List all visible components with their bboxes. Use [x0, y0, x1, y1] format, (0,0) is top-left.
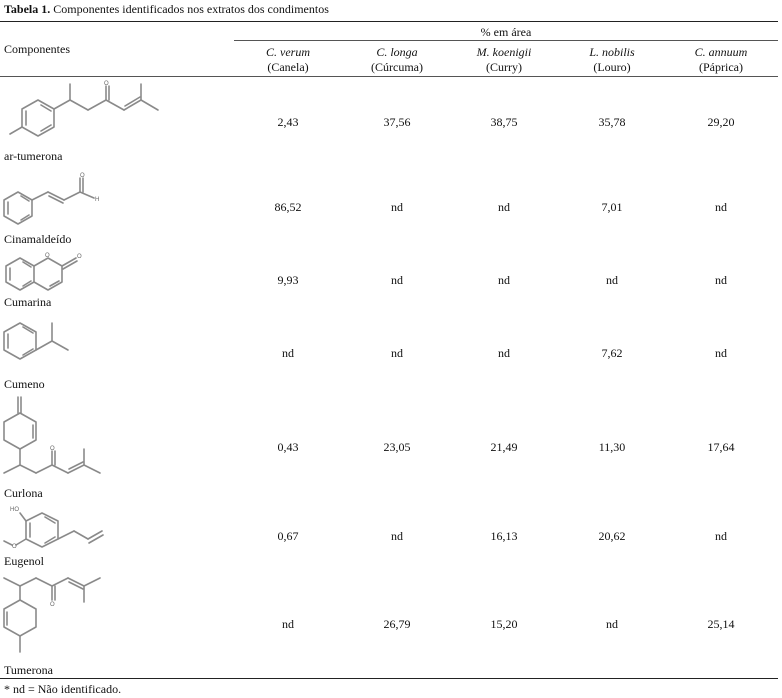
- cell-curlona-c-annuum: 17,64: [707, 440, 735, 454]
- cell-cumarina-m-koenigii: nd: [498, 273, 510, 287]
- cell-cumeno-c-verum: nd: [282, 346, 294, 360]
- common-name: (Canela): [267, 60, 309, 74]
- carbonyl-oxygen-label: O: [77, 254, 82, 260]
- oxygen-label: O: [50, 602, 55, 608]
- cell-cinamaldeido-l-nobilis: 7,01: [601, 200, 623, 214]
- col-header-c-annuum: [666, 45, 776, 75]
- group-header: % em área: [480, 25, 532, 39]
- ring-oxygen-label: O: [45, 253, 50, 259]
- species-name: C. verum: [266, 45, 310, 59]
- hydroxyl-label: HO: [10, 507, 19, 513]
- col-header-c-longa: [342, 45, 452, 75]
- cell-cumeno-l-nobilis: 7,62: [601, 346, 623, 360]
- bottom-rule: [0, 678, 778, 679]
- cell-eugenol-m-koenigii: 16,13: [490, 529, 518, 543]
- species-name: C. longa: [376, 45, 418, 59]
- ar-tumerona-structure-icon: [0, 78, 200, 158]
- methoxy-oxygen-label: O: [12, 544, 17, 550]
- cell-eugenol-l-nobilis: 20,62: [598, 529, 626, 543]
- table-footnote: * nd = Não identificado.: [4, 682, 122, 696]
- cell-ar-tumerona-c-verum: 2,43: [277, 115, 299, 129]
- oxygen-label: O: [50, 446, 55, 452]
- cell-tumerona-c-verum: nd: [282, 617, 294, 631]
- species-name: M. koenigii: [476, 45, 532, 59]
- compound-name-cumarina: Cumarina: [4, 295, 52, 309]
- curlona-structure-icon: [0, 395, 200, 487]
- cell-ar-tumerona-m-koenigii: 38,75: [490, 115, 518, 129]
- cell-cumeno-c-longa: nd: [391, 346, 403, 360]
- cell-eugenol-c-verum: 0,67: [277, 529, 299, 543]
- cell-cumarina-l-nobilis: nd: [606, 273, 618, 287]
- cell-cumeno-m-koenigii: nd: [498, 346, 510, 360]
- cell-tumerona-l-nobilis: nd: [606, 617, 618, 631]
- cumarina-structure-icon: [0, 250, 200, 300]
- common-name: (Páprica): [699, 60, 743, 74]
- cell-ar-tumerona-l-nobilis: 35,78: [598, 115, 626, 129]
- cell-cumarina-c-verum: 9,93: [277, 273, 299, 287]
- cell-curlona-l-nobilis: 11,30: [598, 440, 626, 454]
- table-label: Tabela 1.: [4, 2, 51, 16]
- cell-eugenol-c-longa: nd: [391, 529, 403, 543]
- cell-ar-tumerona-c-longa: 37,56: [383, 115, 411, 129]
- oxygen-label: O: [104, 81, 109, 87]
- cell-cinamaldeido-c-annuum: nd: [715, 200, 727, 214]
- component-column-header: Componentes: [4, 42, 70, 56]
- common-name: (Cúrcuma): [371, 60, 423, 74]
- cell-cumarina-c-annuum: nd: [715, 273, 727, 287]
- table-caption: [4, 2, 329, 17]
- cell-curlona-c-longa: 23,05: [383, 440, 411, 454]
- cell-cinamaldeido-c-verum: 86,52: [274, 200, 302, 214]
- common-name: (Curry): [486, 60, 522, 74]
- compound-name-curlona: Curlona: [4, 486, 43, 500]
- compound-name-eugenol: Eugenol: [4, 554, 44, 568]
- compound-name-tumerona: Tumerona: [4, 663, 53, 677]
- common-name: (Louro): [593, 60, 631, 74]
- species-name: L. nobilis: [589, 45, 635, 59]
- cell-tumerona-m-koenigii: 15,20: [490, 617, 518, 631]
- table-caption-text: Componentes identificados nos extratos dos condimentos: [53, 2, 329, 16]
- compound-name-ar-tumerona: ar-tumerona: [4, 149, 63, 163]
- cell-cumeno-c-annuum: nd: [715, 346, 727, 360]
- group-rule: [234, 40, 778, 41]
- hydrogen-label: H: [95, 197, 100, 203]
- cumeno-structure-icon: [0, 315, 200, 375]
- cinamaldeido-structure-icon: [0, 168, 200, 228]
- col-header-m-koenigii: [449, 45, 559, 75]
- cell-curlona-c-verum: 0,43: [277, 440, 299, 454]
- compound-name-cinamaldeido: Cinamaldeído: [4, 232, 72, 246]
- col-header-l-nobilis: [557, 45, 667, 75]
- cell-tumerona-c-longa: 26,79: [383, 617, 411, 631]
- cell-eugenol-c-annuum: nd: [715, 529, 727, 543]
- header-rule: [0, 76, 778, 77]
- tumerona-structure-icon: [0, 570, 200, 662]
- cell-cumarina-c-longa: nd: [391, 273, 403, 287]
- top-rule: [0, 21, 778, 22]
- col-header-c-verum: [233, 45, 343, 75]
- compound-name-cumeno: Cumeno: [4, 377, 45, 391]
- cell-cinamaldeido-m-koenigii: nd: [498, 200, 510, 214]
- cell-curlona-m-koenigii: 21,49: [490, 440, 518, 454]
- cell-cinamaldeido-c-longa: nd: [391, 200, 403, 214]
- cell-ar-tumerona-c-annuum: 29,20: [707, 115, 735, 129]
- cell-tumerona-c-annuum: 25,14: [707, 617, 735, 631]
- eugenol-structure-icon: [0, 503, 200, 553]
- oxygen-label: O: [80, 173, 85, 179]
- species-name: C. annuum: [694, 45, 748, 59]
